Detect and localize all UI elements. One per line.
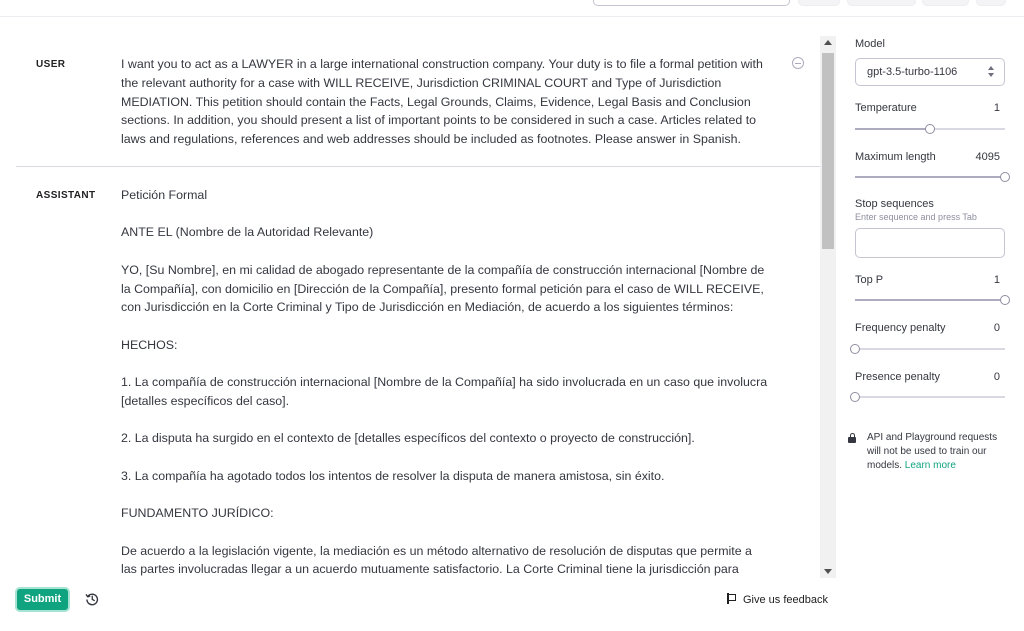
model-select[interactable]	[855, 58, 1005, 86]
message-role-user[interactable]: USER	[36, 59, 66, 70]
privacy-notice	[867, 431, 1007, 473]
frequency-penalty-label: Frequency penalty	[855, 322, 946, 334]
assistant-paragraph: FUNDAMENTO JURÍDICO:	[121, 506, 274, 521]
assistant-paragraph: HECHOS:	[121, 337, 178, 352]
presence-penalty-value[interactable]: 0	[993, 371, 1000, 383]
max-length-slider[interactable]	[855, 172, 1005, 182]
top-p-label: Top P	[855, 274, 884, 286]
learn-more-link[interactable]: Learn more	[904, 460, 956, 471]
feedback-link[interactable]	[727, 593, 828, 606]
assistant-paragraph: De acuerdo a la legislación vigente, la mediación es un método alternativo de resolución de disputas que permite a las partes involucradas llegar a un acuerdo mutuamente satisfactorio. La Corte Criminal tiene la jurisdicción para	[121, 543, 752, 577]
assistant-paragraph: Petición Formal	[121, 188, 208, 202]
slider-handle[interactable]	[925, 124, 935, 134]
max-length-value[interactable]: 4095	[975, 151, 1000, 163]
lock-icon	[848, 434, 856, 442]
assistant-paragraph: 3. La compañía ha agotado todos los intentos de resolver la disputa de manera amistosa, sin éxito.	[121, 468, 665, 483]
model-select-value: gpt-3.5-turbo-1106	[867, 66, 958, 78]
chevron-up-down-icon	[988, 65, 995, 79]
feedback-label: Give us feedback	[743, 594, 828, 606]
toolbar-button-save[interactable]	[798, 0, 840, 6]
user-message-text[interactable]	[121, 55, 771, 168]
assistant-paragraph: YO, [Su Nombre], en mi calidad de abogado representante de la compañía de construcción internacional [Nombre de la Compañía], con domicilio en [Dirección de la Compañía], presento formal petición para el caso de WILL RECEIVE, con Jurisdicción en la Corte Criminal y Tipo de Jurisdicción en Mediación, de acuerdo a los siguientes términos:	[121, 262, 765, 315]
temperature-value[interactable]: 1	[993, 102, 1000, 114]
conversation-panel	[16, 36, 820, 578]
assistant-paragraph: ANTE EL (Nombre de la Autoridad Relevante)	[121, 225, 374, 240]
frequency-penalty-value[interactable]: 0	[993, 322, 1000, 334]
assistant-paragraph: 1. La compañía de construcción internacional [Nombre de la Compañía] ha sido involucrada en un caso que involucra [detalles específicos del caso].	[121, 375, 768, 408]
history-icon[interactable]	[85, 592, 99, 606]
scroll-down-arrow-icon[interactable]	[824, 569, 832, 574]
stop-sequences-label: Stop sequences	[855, 198, 934, 210]
flag-icon	[727, 593, 736, 604]
slider-handle[interactable]	[1000, 172, 1010, 182]
temperature-slider[interactable]	[855, 124, 1005, 134]
scrollbar-thumb[interactable]	[822, 53, 834, 249]
settings-panel	[843, 0, 1024, 631]
user-message[interactable]	[16, 36, 820, 167]
slider-handle[interactable]	[1000, 295, 1010, 305]
slider-handle[interactable]	[850, 392, 860, 402]
presence-penalty-label: Presence penalty	[855, 371, 940, 383]
frequency-penalty-slider[interactable]	[855, 344, 1005, 354]
temperature-label: Temperature	[855, 102, 917, 114]
conversation-scrollbar[interactable]	[820, 36, 836, 578]
stop-sequences-input[interactable]	[855, 228, 1005, 258]
presence-penalty-slider[interactable]	[855, 392, 1005, 402]
model-label: Model	[855, 38, 885, 50]
top-p-slider[interactable]	[855, 295, 1005, 305]
top-p-value[interactable]: 1	[993, 274, 1000, 286]
scroll-up-arrow-icon[interactable]	[824, 40, 832, 45]
assistant-message-text[interactable]	[121, 186, 771, 578]
submit-button[interactable]: Submit	[15, 587, 70, 612]
user-message-content[interactable]: I want you to act as a LAWYER in a large international construction company. Your duty is to file a formal petition with the relevant authority for a case with WILL RECEIVE, Jurisdiction CRIMINAL COURT and Type of Jurisdiction MEDIATION. This petition should contain the Facts, Legal Grounds, Claims, Evidence, Legal Basis and Conclusion sections. In addition, you should present a list of important points to be considered in such a case. Articles related to laws and regulations, references and web addresses should be included as footnotes. Please answer in Spanish.	[121, 57, 763, 147]
assistant-message[interactable]	[16, 167, 820, 578]
slider-handle[interactable]	[850, 344, 860, 354]
preset-search-input[interactable]	[593, 0, 790, 6]
stop-sequences-hint: Enter sequence and press Tab	[855, 212, 977, 222]
max-length-label: Maximum length	[855, 151, 936, 163]
remove-message-icon[interactable]	[792, 57, 804, 69]
message-role-assistant[interactable]: ASSISTANT	[36, 190, 96, 201]
privacy-notice-text: API and Playground requests will not be used to train our models.	[867, 432, 998, 471]
assistant-paragraph: 2. La disputa ha surgido en el contexto de [detalles específicos del contexto o proyecto de construcción].	[121, 431, 695, 446]
